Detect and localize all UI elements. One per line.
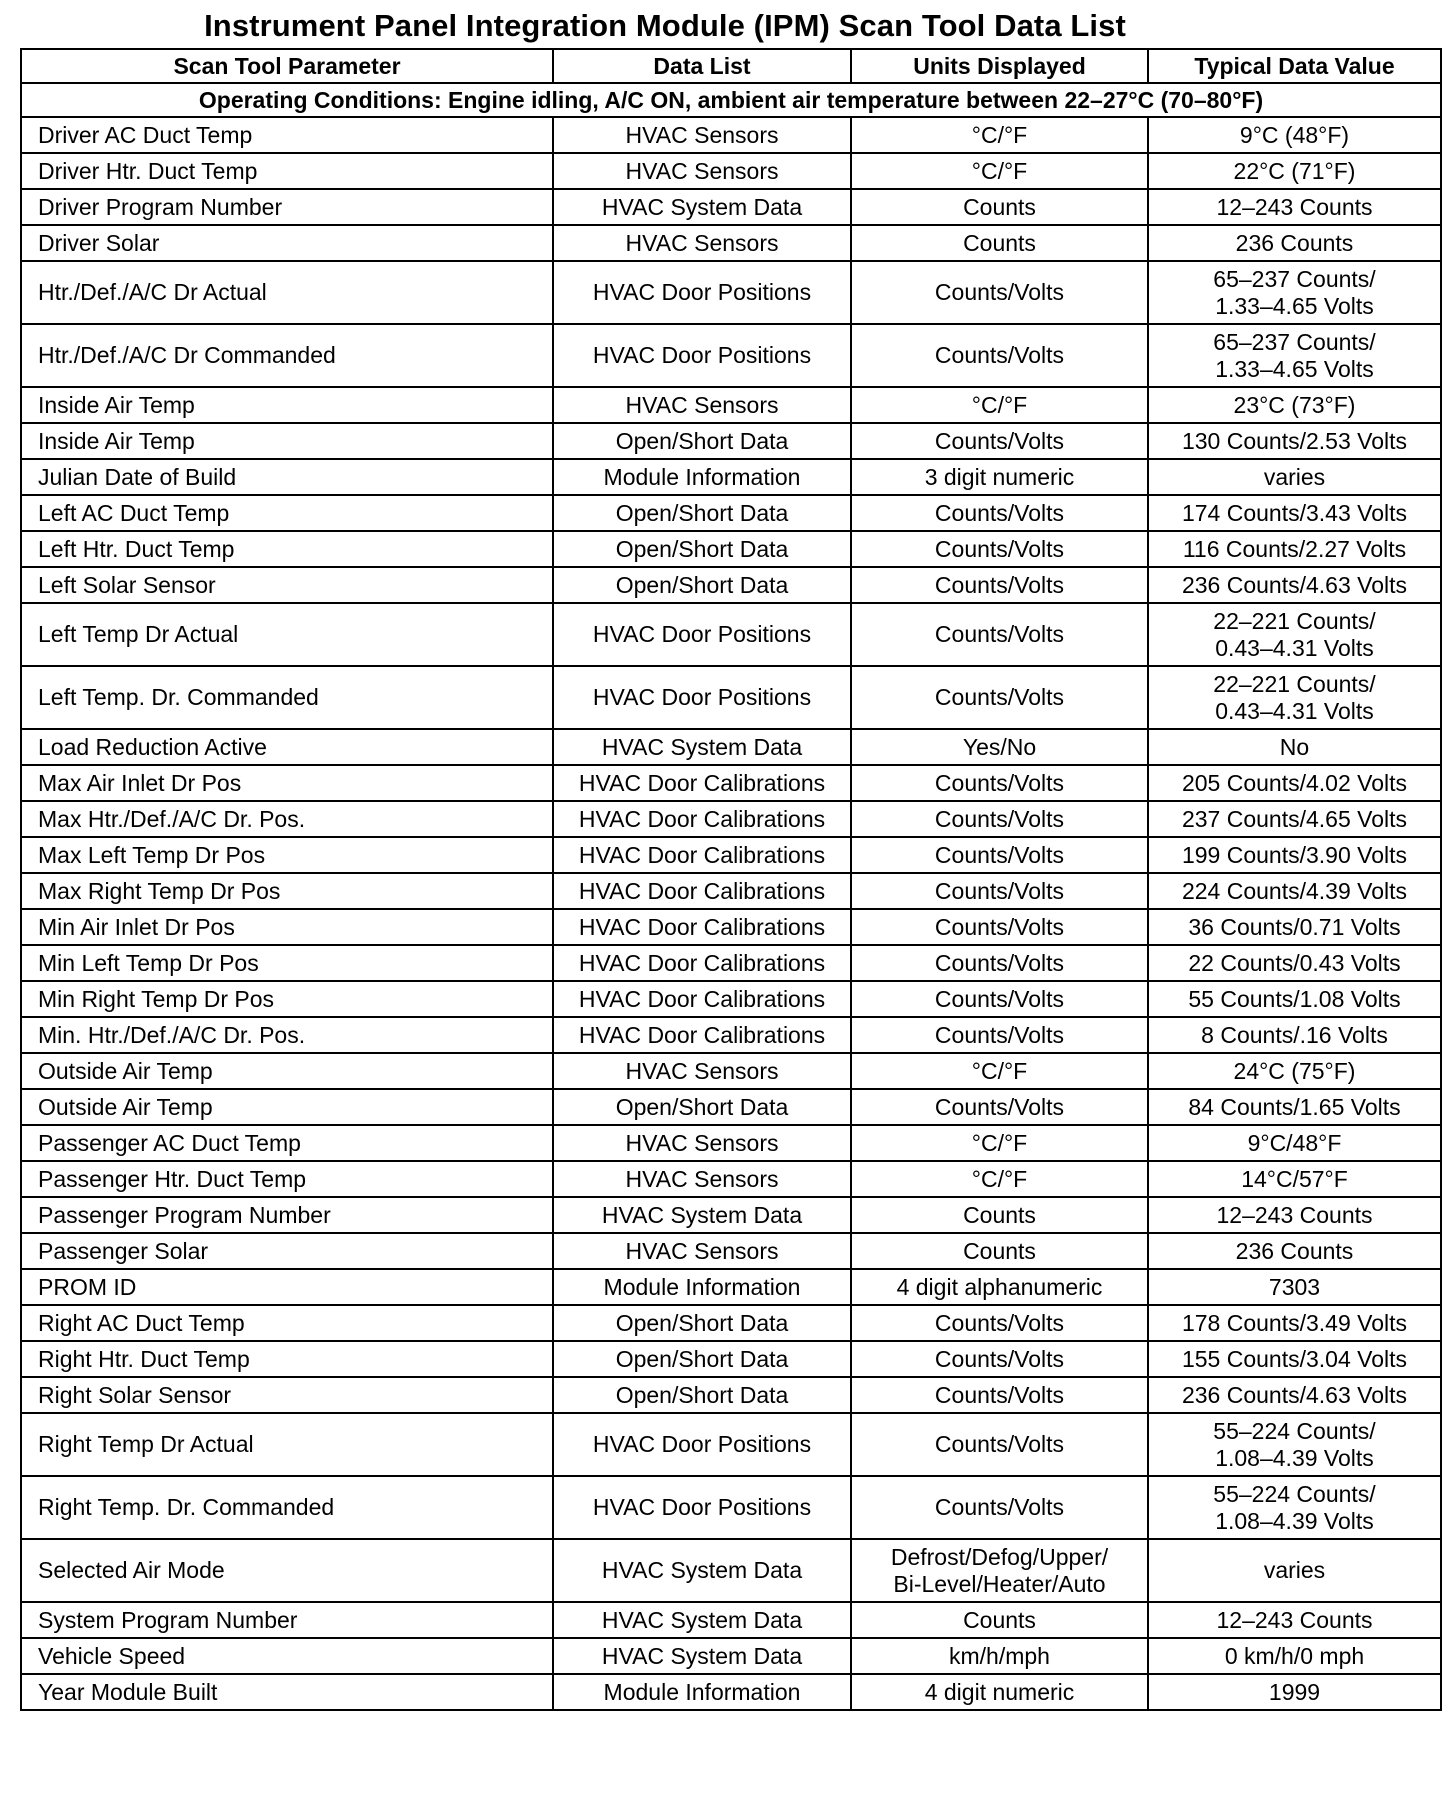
cell-parameter: Right Temp. Dr. Commanded [21, 1476, 553, 1539]
header-typical: Typical Data Value [1148, 49, 1441, 83]
table-row [21, 909, 1441, 945]
cell-typical: 36 Counts/0.71 Volts [1148, 909, 1441, 945]
cell-typical-line: 55–224 Counts/ [1213, 1417, 1376, 1444]
cell-data-list: HVAC Sensors [553, 1233, 851, 1269]
cell-typical: 12–243 Counts [1148, 1602, 1441, 1638]
table-row [21, 1233, 1441, 1269]
cell-data-list: HVAC Sensors [553, 153, 851, 189]
cell-typical-line: 22–221 Counts/ [1213, 607, 1376, 634]
table-row [21, 873, 1441, 909]
cell-parameter: Load Reduction Active [21, 729, 553, 765]
cell-units: Counts/Volts [851, 873, 1148, 909]
cell-units: Counts/Volts [851, 603, 1148, 666]
cell-units: km/h/mph [851, 1638, 1148, 1674]
table-row [21, 423, 1441, 459]
cell-typical: 1999 [1148, 1674, 1441, 1710]
cell-units: °C/°F [851, 153, 1148, 189]
table-row [21, 765, 1441, 801]
cell-typical [1148, 603, 1441, 666]
table-row [21, 567, 1441, 603]
cell-parameter: Driver Htr. Duct Temp [21, 153, 553, 189]
cell-parameter: Max Left Temp Dr Pos [21, 837, 553, 873]
cell-parameter: Driver Program Number [21, 189, 553, 225]
table-row [21, 324, 1441, 387]
cell-parameter: Max Htr./Def./A/C Dr. Pos. [21, 801, 553, 837]
cell-units: Counts/Volts [851, 531, 1148, 567]
cell-units: Counts/Volts [851, 1341, 1148, 1377]
cell-data-list: HVAC Sensors [553, 1125, 851, 1161]
table-row [21, 981, 1441, 1017]
table-row [21, 1638, 1441, 1674]
cell-data-list: Module Information [553, 1269, 851, 1305]
cell-units-line: Bi-Level/Heater/Auto [893, 1570, 1106, 1597]
cell-units: Counts/Volts [851, 837, 1148, 873]
table-row [21, 531, 1441, 567]
cell-data-list: HVAC Door Positions [553, 261, 851, 324]
cell-parameter: Right AC Duct Temp [21, 1305, 553, 1341]
cell-units: Counts/Volts [851, 567, 1148, 603]
cell-parameter: Passenger Program Number [21, 1197, 553, 1233]
cell-parameter: Left AC Duct Temp [21, 495, 553, 531]
cell-units: °C/°F [851, 117, 1148, 153]
cell-parameter: Min Left Temp Dr Pos [21, 945, 553, 981]
cell-units-line: Defrost/Defog/Upper/ [890, 1543, 1109, 1570]
cell-units: Yes/No [851, 729, 1148, 765]
cell-data-list: Module Information [553, 459, 851, 495]
cell-data-list: Open/Short Data [553, 1305, 851, 1341]
cell-typical: 14°C/57°F [1148, 1161, 1441, 1197]
cell-parameter: Right Htr. Duct Temp [21, 1341, 553, 1377]
cell-data-list: Open/Short Data [553, 1377, 851, 1413]
cell-data-list: HVAC Door Calibrations [553, 909, 851, 945]
cell-typical [1148, 261, 1441, 324]
cell-parameter: Min Right Temp Dr Pos [21, 981, 553, 1017]
cell-typical: No [1148, 729, 1441, 765]
cell-typical: 8 Counts/.16 Volts [1148, 1017, 1441, 1053]
cell-data-list: HVAC Sensors [553, 225, 851, 261]
cell-parameter: Selected Air Mode [21, 1539, 553, 1602]
cell-parameter: Inside Air Temp [21, 387, 553, 423]
table-row [21, 729, 1441, 765]
cell-parameter: Passenger AC Duct Temp [21, 1125, 553, 1161]
cell-units: °C/°F [851, 1161, 1148, 1197]
cell-parameter: System Program Number [21, 1602, 553, 1638]
cell-typical: 12–243 Counts [1148, 189, 1441, 225]
cell-typical-line: 65–237 Counts/ [1213, 265, 1376, 292]
cell-typical [1148, 324, 1441, 387]
cell-typical: 174 Counts/3.43 Volts [1148, 495, 1441, 531]
table-row [21, 1539, 1441, 1602]
header-parameter: Scan Tool Parameter [21, 49, 553, 83]
cell-typical: 116 Counts/2.27 Volts [1148, 531, 1441, 567]
cell-data-list: HVAC Door Calibrations [553, 981, 851, 1017]
cell-data-list: Open/Short Data [553, 423, 851, 459]
cell-typical [1148, 1476, 1441, 1539]
cell-parameter: Left Htr. Duct Temp [21, 531, 553, 567]
cell-data-list: Module Information [553, 1674, 851, 1710]
cell-typical: 236 Counts [1148, 1233, 1441, 1269]
cell-parameter: Julian Date of Build [21, 459, 553, 495]
cell-typical: 199 Counts/3.90 Volts [1148, 837, 1441, 873]
table-row [21, 1476, 1441, 1539]
table-row [21, 801, 1441, 837]
cell-data-list: HVAC Door Positions [553, 666, 851, 729]
table-row [21, 495, 1441, 531]
cell-typical-line: 22–221 Counts/ [1213, 670, 1376, 697]
cell-typical [1148, 1413, 1441, 1476]
table-row [21, 1413, 1441, 1476]
cell-typical-line: 1.08–4.39 Volts [1215, 1444, 1374, 1471]
cell-units: Counts/Volts [851, 801, 1148, 837]
header-units: Units Displayed [851, 49, 1148, 83]
cell-units: Counts/Volts [851, 981, 1148, 1017]
cell-parameter: Vehicle Speed [21, 1638, 553, 1674]
table-row [21, 117, 1441, 153]
cell-units: Counts/Volts [851, 1413, 1148, 1476]
operating-conditions: Operating Conditions: Engine idling, A/C ON, ambient air temperature between 22–27°C (70–80°F) [21, 83, 1441, 117]
cell-units: Counts/Volts [851, 423, 1148, 459]
cell-typical: 237 Counts/4.65 Volts [1148, 801, 1441, 837]
cell-parameter: Outside Air Temp [21, 1089, 553, 1125]
cell-typical-line: 65–237 Counts/ [1213, 328, 1376, 355]
cell-typical: 84 Counts/1.65 Volts [1148, 1089, 1441, 1125]
cell-parameter: Htr./Def./A/C Dr Commanded [21, 324, 553, 387]
cell-data-list: HVAC Door Calibrations [553, 765, 851, 801]
cell-typical-line: 55–224 Counts/ [1213, 1480, 1376, 1507]
cell-parameter: PROM ID [21, 1269, 553, 1305]
cell-typical-line: 0.43–4.31 Volts [1215, 697, 1374, 724]
cell-typical: 0 km/h/0 mph [1148, 1638, 1441, 1674]
cell-data-list: HVAC Sensors [553, 387, 851, 423]
cell-typical: 130 Counts/2.53 Volts [1148, 423, 1441, 459]
cell-data-list: Open/Short Data [553, 567, 851, 603]
cell-typical [1148, 666, 1441, 729]
table-row [21, 1089, 1441, 1125]
cell-parameter: Min. Htr./Def./A/C Dr. Pos. [21, 1017, 553, 1053]
cell-data-list: HVAC System Data [553, 189, 851, 225]
cell-typical: 205 Counts/4.02 Volts [1148, 765, 1441, 801]
table-row [21, 1341, 1441, 1377]
cell-units: °C/°F [851, 387, 1148, 423]
cell-typical: 9°C (48°F) [1148, 117, 1441, 153]
cell-units: Counts [851, 1197, 1148, 1233]
cell-units: Counts/Volts [851, 261, 1148, 324]
cell-units: 4 digit numeric [851, 1674, 1148, 1710]
cell-data-list: HVAC Sensors [553, 1053, 851, 1089]
table-row [21, 1197, 1441, 1233]
cell-parameter: Driver AC Duct Temp [21, 117, 553, 153]
table-row [21, 153, 1441, 189]
cell-parameter: Left Solar Sensor [21, 567, 553, 603]
table-row [21, 459, 1441, 495]
cell-typical-line: 1.33–4.65 Volts [1215, 292, 1374, 319]
table-row [21, 1017, 1441, 1053]
cell-typical: 7303 [1148, 1269, 1441, 1305]
cell-units: 4 digit alphanumeric [851, 1269, 1148, 1305]
cell-units: Counts/Volts [851, 945, 1148, 981]
cell-typical: 22°C (71°F) [1148, 153, 1441, 189]
cell-parameter: Passenger Htr. Duct Temp [21, 1161, 553, 1197]
cell-typical: 155 Counts/3.04 Volts [1148, 1341, 1441, 1377]
cell-units: Counts/Volts [851, 1476, 1148, 1539]
cell-data-list: HVAC Door Calibrations [553, 945, 851, 981]
scan-tool-data-table [20, 48, 1442, 1711]
cell-typical: 236 Counts/4.63 Volts [1148, 1377, 1441, 1413]
cell-data-list: HVAC System Data [553, 1539, 851, 1602]
cell-data-list: HVAC Sensors [553, 1161, 851, 1197]
cell-typical: 178 Counts/3.49 Volts [1148, 1305, 1441, 1341]
table-row [21, 189, 1441, 225]
cell-data-list: Open/Short Data [553, 1341, 851, 1377]
cell-parameter: Max Air Inlet Dr Pos [21, 765, 553, 801]
header-data-list: Data List [553, 49, 851, 83]
table-row [21, 1269, 1441, 1305]
header-row [21, 49, 1441, 83]
cell-typical-line: 0.43–4.31 Volts [1215, 634, 1374, 661]
table-row [21, 1161, 1441, 1197]
table-row [21, 225, 1441, 261]
cell-units: Counts/Volts [851, 1017, 1148, 1053]
cell-parameter: Min Air Inlet Dr Pos [21, 909, 553, 945]
cell-typical: 9°C/48°F [1148, 1125, 1441, 1161]
cell-units: Counts/Volts [851, 909, 1148, 945]
cell-units: Counts/Volts [851, 765, 1148, 801]
cell-parameter: Outside Air Temp [21, 1053, 553, 1089]
cell-units: Counts/Volts [851, 666, 1148, 729]
cell-data-list: HVAC Door Positions [553, 1413, 851, 1476]
cell-typical: varies [1148, 459, 1441, 495]
cell-units: Counts/Volts [851, 1305, 1148, 1341]
cell-data-list: HVAC Door Calibrations [553, 873, 851, 909]
table-row [21, 1125, 1441, 1161]
cell-typical: 55 Counts/1.08 Volts [1148, 981, 1441, 1017]
cell-units: Counts [851, 225, 1148, 261]
cell-units: Counts/Volts [851, 495, 1148, 531]
cell-data-list: HVAC System Data [553, 1602, 851, 1638]
cell-parameter: Htr./Def./A/C Dr Actual [21, 261, 553, 324]
cell-data-list: Open/Short Data [553, 1089, 851, 1125]
cell-typical: 22 Counts/0.43 Volts [1148, 945, 1441, 981]
table-row [21, 666, 1441, 729]
cell-units: °C/°F [851, 1125, 1148, 1161]
cell-data-list: HVAC Door Positions [553, 324, 851, 387]
cell-parameter: Right Temp Dr Actual [21, 1413, 553, 1476]
cell-data-list: HVAC Door Calibrations [553, 1017, 851, 1053]
cell-parameter: Left Temp. Dr. Commanded [21, 666, 553, 729]
cell-typical-line: 1.08–4.39 Volts [1215, 1507, 1374, 1534]
cell-units: Counts/Volts [851, 1089, 1148, 1125]
cell-data-list: HVAC Sensors [553, 117, 851, 153]
cell-data-list: Open/Short Data [553, 531, 851, 567]
table-row [21, 1377, 1441, 1413]
cell-data-list: Open/Short Data [553, 495, 851, 531]
cell-units: Counts [851, 189, 1148, 225]
cell-parameter: Passenger Solar [21, 1233, 553, 1269]
cell-units: °C/°F [851, 1053, 1148, 1089]
cell-typical-line: 1.33–4.65 Volts [1215, 355, 1374, 382]
cell-units: Counts/Volts [851, 1377, 1148, 1413]
cell-typical: 224 Counts/4.39 Volts [1148, 873, 1441, 909]
table-row [21, 1602, 1441, 1638]
cell-data-list: HVAC System Data [553, 729, 851, 765]
table-row [21, 387, 1441, 423]
cell-parameter: Inside Air Temp [21, 423, 553, 459]
cell-units: 3 digit numeric [851, 459, 1148, 495]
cell-typical: 236 Counts [1148, 225, 1441, 261]
cell-data-list: HVAC Door Positions [553, 1476, 851, 1539]
cell-parameter: Right Solar Sensor [21, 1377, 553, 1413]
operating-conditions-row [21, 83, 1441, 117]
cell-data-list: HVAC System Data [553, 1638, 851, 1674]
cell-typical: 24°C (75°F) [1148, 1053, 1441, 1089]
table-row [21, 837, 1441, 873]
table-row [21, 261, 1441, 324]
table-row [21, 1305, 1441, 1341]
cell-typical: 236 Counts/4.63 Volts [1148, 567, 1441, 603]
table-row [21, 945, 1441, 981]
cell-data-list: HVAC Door Positions [553, 603, 851, 666]
cell-typical: 12–243 Counts [1148, 1197, 1441, 1233]
cell-parameter: Year Module Built [21, 1674, 553, 1710]
cell-typical: varies [1148, 1539, 1441, 1602]
page-title: Instrument Panel Integration Module (IPM) Scan Tool Data List [204, 8, 1126, 43]
table-row [21, 603, 1441, 666]
cell-units: Counts [851, 1602, 1148, 1638]
cell-units: Counts/Volts [851, 324, 1148, 387]
table-row [21, 1053, 1441, 1089]
cell-data-list: HVAC System Data [553, 1197, 851, 1233]
cell-parameter: Left Temp Dr Actual [21, 603, 553, 666]
cell-data-list: HVAC Door Calibrations [553, 837, 851, 873]
cell-parameter: Driver Solar [21, 225, 553, 261]
cell-data-list: HVAC Door Calibrations [553, 801, 851, 837]
cell-parameter: Max Right Temp Dr Pos [21, 873, 553, 909]
cell-units: Counts [851, 1233, 1148, 1269]
cell-typical: 23°C (73°F) [1148, 387, 1441, 423]
cell-units [851, 1539, 1148, 1602]
table-row [21, 1674, 1441, 1710]
